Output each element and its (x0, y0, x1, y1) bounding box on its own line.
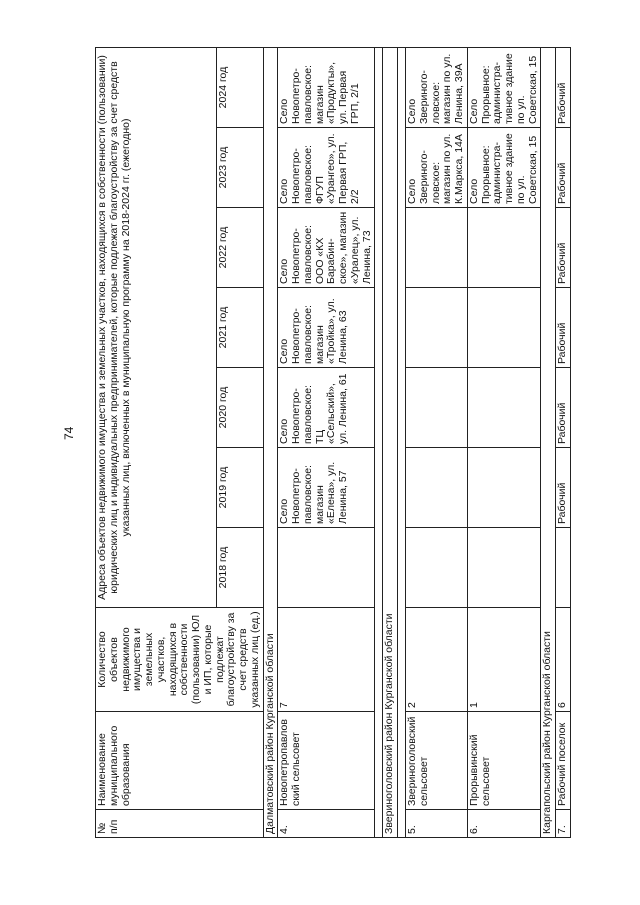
row-cell: Рабочий (556, 128, 571, 208)
row-cell: Село Новопетро-павловское: магазин «Тройка», ул. Ленина, 63 (278, 288, 375, 368)
header-year: 2024 год (216, 47, 263, 127)
header-year: 2022 год (216, 208, 263, 288)
row-cell: Село Новопетро-павловское: ФГУП «Урангео», ул. Первая ГРП, 2/2 (278, 128, 375, 208)
row-cell: Село Прорывное: администра-тивное здание по ул. Советская, 15 (467, 47, 541, 127)
header-addresses: Адреса объектов недвижимого имущества и земельных участков, находящихся в собственности (пользовании) юридических лиц и индивидуальных предпринимателей, которые подлежат благоустройству за счет средств указанных лиц, включенных в муниципальную программу на 2018-2024 гг. (ежегодно) (96, 47, 217, 607)
row-cell (467, 368, 541, 448)
header-num: № п/п (96, 810, 264, 838)
row-num: 6. (467, 810, 541, 838)
row-cell: Село Новопетро-павловское: ТЦ «Сельский», ул. Ленина, 61 (278, 368, 375, 448)
row-cell (406, 368, 468, 448)
row-cell: Рабочий (556, 368, 571, 448)
row-name: Звериноголовский сельсовет (406, 712, 468, 810)
row-num: 4. (278, 810, 375, 838)
table-row (278, 47, 375, 837)
row-count: 2 (406, 608, 468, 712)
spacer-row (398, 47, 406, 837)
header-year: 2018 год (216, 528, 263, 608)
row-name: Прорывинский сельсовет (467, 712, 541, 810)
row-cell: Рабочий (556, 208, 571, 288)
row-cell: Рабочий (556, 448, 571, 528)
row-num: 7. (556, 810, 571, 838)
row-cell (467, 288, 541, 368)
row-name: Рабочий поселок (556, 712, 571, 810)
row-cell: Село Новопетро-павловское: ООО «КХ Барабин-ское», магазин «Уралец», ул. Ленина, 73 (278, 208, 375, 288)
row-cell (406, 528, 468, 608)
row-cell: Село Прорывное: администра-тивное здание по ул. Советская, 15 (467, 128, 541, 208)
table-row (406, 47, 468, 837)
row-cell: Рабочий (556, 288, 571, 368)
header-year: 2023 год (216, 128, 263, 208)
row-count: 6 (556, 608, 571, 712)
row-name: Новопетропавловский сельсовет (278, 712, 375, 810)
row-count: 7 (278, 608, 375, 712)
page-number: 74 (62, 426, 76, 440)
row-cell: Село Новопетро-павловское: магазин «Елена», ул. Ленина, 57 (278, 448, 375, 528)
row-cell: Село Звериного-ловское: магазин по ул. Ленина, 39А (406, 47, 468, 127)
row-count: 1 (467, 608, 541, 712)
row-cell (556, 528, 571, 608)
row-cell: Село Новопетро-павловское: магазин «Продукты», ул. Первая ГРП, 2/1 (278, 47, 375, 127)
row-num: 5. (406, 810, 468, 838)
row-cell (467, 448, 541, 528)
row-cell (406, 208, 468, 288)
row-cell (278, 528, 375, 608)
rotated-page (95, 48, 605, 838)
header-year: 2021 год (216, 288, 263, 368)
region-row: Звериноголовский район Курганской области (383, 47, 398, 837)
header-year: 2020 год (216, 368, 263, 448)
row-cell (467, 208, 541, 288)
spacer-row (375, 47, 383, 837)
row-cell (406, 288, 468, 368)
header-year: 2019 год (216, 448, 263, 528)
header-count: Количество объектов недвижимого имущества и земельных участков, находящихся в собственности (пользовании) ЮЛ и ИП, которые подлежат благоустройству за счет средств указанных лиц (ед.) (96, 608, 264, 712)
region-row: Далматовский район Курганской области (263, 47, 278, 837)
row-cell: Село Звериного-ловское: магазин по ул. К.Маркса, 14А (406, 128, 468, 208)
table-row (556, 47, 571, 837)
table-row (467, 47, 541, 837)
row-cell: Рабочий (556, 47, 571, 127)
objects-table (95, 47, 571, 838)
row-cell (467, 528, 541, 608)
header-name: Наименование муниципального образования (96, 712, 264, 810)
region-row: Каргапольский район Курганской области (541, 47, 556, 837)
row-cell (406, 448, 468, 528)
